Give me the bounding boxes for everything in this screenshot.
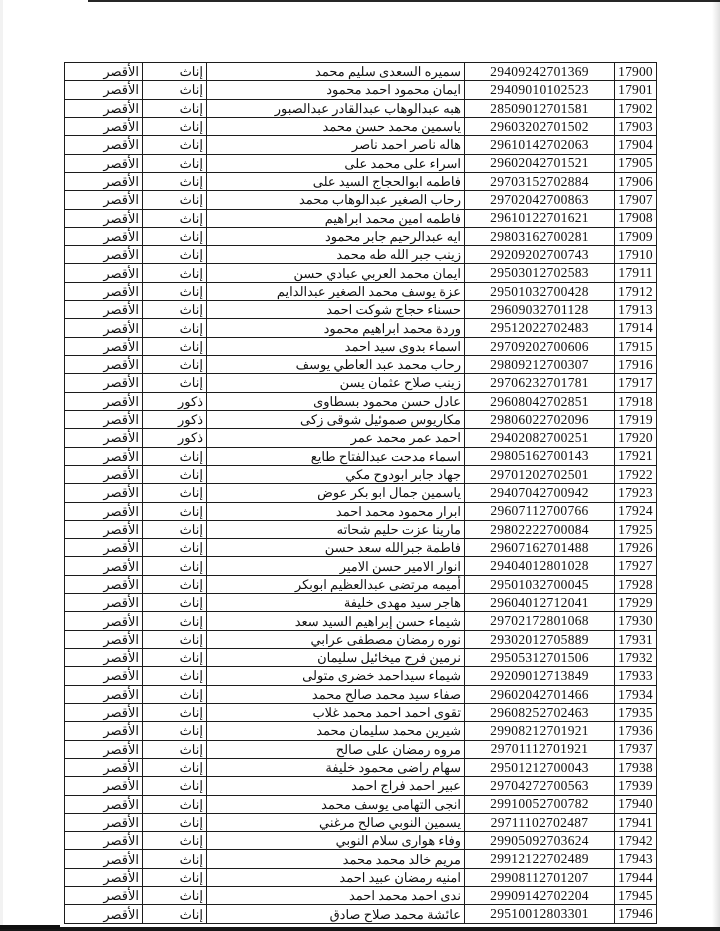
cell-governorate: الأقصر — [65, 667, 143, 685]
cell-serial: 17941 — [615, 813, 657, 831]
cell-national_id: 29711102702487 — [465, 813, 615, 831]
table-row — [65, 887, 657, 905]
cell-national_id: 29803162700281 — [465, 227, 615, 245]
table-row — [65, 612, 657, 630]
cell-gender: إناث — [143, 813, 207, 831]
scan-edge-right — [712, 0, 720, 931]
cell-name: انجى التهامى يوسف محمد — [207, 795, 465, 813]
cell-gender: إناث — [143, 575, 207, 593]
cell-name: جهاد جابر ابودوح مكي — [207, 465, 465, 483]
cell-serial: 17932 — [615, 649, 657, 667]
cell-national_id: 29510012803301 — [465, 905, 615, 924]
cell-governorate: الأقصر — [65, 264, 143, 282]
cell-name: ايمان محمود احمد محمود — [207, 81, 465, 99]
cell-governorate: الأقصر — [65, 429, 143, 447]
cell-gender: ذكور — [143, 429, 207, 447]
table-row — [65, 429, 657, 447]
cell-gender: إناث — [143, 630, 207, 648]
cell-name: رحاب محمد عبد العاطي يوسف — [207, 356, 465, 374]
cell-governorate: الأقصر — [65, 191, 143, 209]
table-row — [65, 557, 657, 575]
cell-serial: 17924 — [615, 502, 657, 520]
cell-national_id: 29607162701488 — [465, 539, 615, 557]
table-row — [65, 154, 657, 172]
cell-gender: إناث — [143, 758, 207, 776]
cell-national_id: 29702172801068 — [465, 612, 615, 630]
table-row — [65, 117, 657, 135]
cell-governorate: الأقصر — [65, 758, 143, 776]
cell-national_id: 29806022702096 — [465, 410, 615, 428]
cell-national_id: 29402082700251 — [465, 429, 615, 447]
cell-national_id: 29912122702489 — [465, 850, 615, 868]
cell-governorate: الأقصر — [65, 484, 143, 502]
cell-governorate: الأقصر — [65, 557, 143, 575]
cell-gender: إناث — [143, 154, 207, 172]
cell-serial: 17939 — [615, 777, 657, 795]
table-row — [65, 319, 657, 337]
cell-name: صفاء سيد محمد صالح محمد — [207, 685, 465, 703]
cell-name: احمد عمر محمد عمر — [207, 429, 465, 447]
cell-gender: إناث — [143, 337, 207, 355]
cell-name: ياسمين جمال ابو بكر عوض — [207, 484, 465, 502]
table-row — [65, 99, 657, 117]
table-row — [65, 685, 657, 703]
cell-gender: إناث — [143, 777, 207, 795]
cell-national_id: 29805162700143 — [465, 447, 615, 465]
cell-gender: إناث — [143, 447, 207, 465]
cell-name: مارينا عزت حليم شحاته — [207, 520, 465, 538]
table-row — [65, 81, 657, 99]
cell-gender: إناث — [143, 117, 207, 135]
cell-governorate: الأقصر — [65, 777, 143, 795]
table-row — [65, 868, 657, 886]
scan-edge-bottom — [0, 927, 720, 931]
cell-gender: إناث — [143, 502, 207, 520]
cell-serial: 17909 — [615, 227, 657, 245]
cell-serial: 17925 — [615, 520, 657, 538]
cell-national_id: 29908112701207 — [465, 868, 615, 886]
cell-name: هاجر سيد مهدى خليفة — [207, 594, 465, 612]
cell-name: هبه عبدالوهاب عبدالقادر عبدالصبور — [207, 99, 465, 117]
cell-serial: 17943 — [615, 850, 657, 868]
table-row — [65, 374, 657, 392]
table-row — [65, 667, 657, 685]
cell-name: ايمان محمد العربي عبادي حسن — [207, 264, 465, 282]
cell-national_id: 29609032701128 — [465, 301, 615, 319]
cell-national_id: 29209012713849 — [465, 667, 615, 685]
cell-name: شيماء سيداحمد خضرى متولى — [207, 667, 465, 685]
cell-serial: 17922 — [615, 465, 657, 483]
table-row — [65, 850, 657, 868]
cell-gender: إناث — [143, 246, 207, 264]
cell-serial: 17917 — [615, 374, 657, 392]
table-row — [65, 832, 657, 850]
cell-national_id: 29209202700743 — [465, 246, 615, 264]
cell-governorate: الأقصر — [65, 594, 143, 612]
cell-governorate: الأقصر — [65, 887, 143, 905]
cell-serial: 17931 — [615, 630, 657, 648]
cell-governorate: الأقصر — [65, 99, 143, 117]
table-row — [65, 813, 657, 831]
cell-national_id: 29302012705889 — [465, 630, 615, 648]
cell-national_id: 28509012701581 — [465, 99, 615, 117]
cell-name: انوار الامير حسن الامير — [207, 557, 465, 575]
cell-name: تقوى احمد احمد محمد غلاب — [207, 703, 465, 721]
cell-name: اسراء على محمد على — [207, 154, 465, 172]
cell-serial: 17905 — [615, 154, 657, 172]
cell-name: مروه رمضان على صالح — [207, 740, 465, 758]
cell-governorate: الأقصر — [65, 502, 143, 520]
cell-governorate: الأقصر — [65, 630, 143, 648]
scan-edge-top — [88, 0, 720, 2]
cell-gender: ذكور — [143, 392, 207, 410]
cell-national_id: 29610142702063 — [465, 136, 615, 154]
cell-name: مريم خالد محمد محمد — [207, 850, 465, 868]
cell-name: عزة يوسف محمد الصغير عبدالدايم — [207, 282, 465, 300]
cell-name: امنيه رمضان عبيد احمد — [207, 868, 465, 886]
cell-name: فاطمة جبرالله سعد حسن — [207, 539, 465, 557]
cell-gender: إناث — [143, 557, 207, 575]
table-row — [65, 520, 657, 538]
table-row — [65, 905, 657, 924]
table-row — [65, 172, 657, 190]
cell-gender: إناث — [143, 374, 207, 392]
table-row — [65, 630, 657, 648]
cell-gender: إناث — [143, 136, 207, 154]
cell-serial: 17919 — [615, 410, 657, 428]
cell-serial: 17920 — [615, 429, 657, 447]
table-row — [65, 722, 657, 740]
table-row — [65, 447, 657, 465]
table-row — [65, 356, 657, 374]
cell-governorate: الأقصر — [65, 575, 143, 593]
cell-national_id: 29910052700782 — [465, 795, 615, 813]
table-row — [65, 337, 657, 355]
cell-name: سهام راضى محمود خليفة — [207, 758, 465, 776]
table-row — [65, 63, 657, 81]
cell-serial: 17915 — [615, 337, 657, 355]
cell-serial: 17921 — [615, 447, 657, 465]
cell-governorate: الأقصر — [65, 282, 143, 300]
table-row — [65, 740, 657, 758]
cell-national_id: 29905092703624 — [465, 832, 615, 850]
cell-governorate: الأقصر — [65, 301, 143, 319]
cell-national_id: 29706232701781 — [465, 374, 615, 392]
cell-national_id: 29909142702204 — [465, 887, 615, 905]
cell-serial: 17944 — [615, 868, 657, 886]
cell-national_id: 29512022702483 — [465, 319, 615, 337]
cell-name: ندى احمد محمد احمد — [207, 887, 465, 905]
cell-national_id: 29702042700863 — [465, 191, 615, 209]
cell-governorate: الأقصر — [65, 227, 143, 245]
cell-serial: 17930 — [615, 612, 657, 630]
cell-governorate: الأقصر — [65, 337, 143, 355]
cell-national_id: 29501212700043 — [465, 758, 615, 776]
cell-name: اسماء مدحت عبدالفتاح طايع — [207, 447, 465, 465]
cell-name: شيماء حسن إبراهيم السيد سعد — [207, 612, 465, 630]
table-row — [65, 795, 657, 813]
table-row — [65, 502, 657, 520]
cell-national_id: 29404012801028 — [465, 557, 615, 575]
cell-serial: 17937 — [615, 740, 657, 758]
cell-name: ابرار محمود محمد احمد — [207, 502, 465, 520]
cell-governorate: الأقصر — [65, 520, 143, 538]
table-row — [65, 484, 657, 502]
table-row — [65, 191, 657, 209]
cell-gender: إناث — [143, 63, 207, 81]
table-row — [65, 264, 657, 282]
cell-gender: إناث — [143, 282, 207, 300]
cell-serial: 17912 — [615, 282, 657, 300]
cell-national_id: 29704272700563 — [465, 777, 615, 795]
table-row — [65, 136, 657, 154]
cell-gender: إناث — [143, 209, 207, 227]
cell-name: نرمين فرح ميخائيل سليمان — [207, 649, 465, 667]
cell-serial: 17926 — [615, 539, 657, 557]
cell-national_id: 29503012702583 — [465, 264, 615, 282]
cell-name: وردة محمد ابراهيم محمود — [207, 319, 465, 337]
cell-national_id: 29701202702501 — [465, 465, 615, 483]
cell-serial: 17911 — [615, 264, 657, 282]
table-row — [65, 392, 657, 410]
table-row — [65, 227, 657, 245]
cell-governorate: الأقصر — [65, 649, 143, 667]
cell-name: فاطمه امين محمد ابراهيم — [207, 209, 465, 227]
cell-serial: 17906 — [615, 172, 657, 190]
cell-governorate: الأقصر — [65, 392, 143, 410]
cell-serial: 17901 — [615, 81, 657, 99]
records-table-body — [65, 63, 657, 924]
cell-serial: 17908 — [615, 209, 657, 227]
cell-national_id: 29610122701621 — [465, 209, 615, 227]
cell-serial: 17935 — [615, 703, 657, 721]
records-table — [64, 62, 657, 924]
cell-national_id: 29407042700942 — [465, 484, 615, 502]
cell-serial: 17929 — [615, 594, 657, 612]
cell-name: اسماء بدوى سيد احمد — [207, 337, 465, 355]
table-row — [65, 301, 657, 319]
cell-name: عائشة محمد صلاح صادق — [207, 905, 465, 924]
cell-governorate: الأقصر — [65, 722, 143, 740]
cell-gender: إناث — [143, 594, 207, 612]
table-row — [65, 649, 657, 667]
cell-name: حسناء حجاج شوكت احمد — [207, 301, 465, 319]
cell-name: رحاب الصغير عبدالوهاب محمد — [207, 191, 465, 209]
cell-gender: إناث — [143, 356, 207, 374]
cell-national_id: 29501032700045 — [465, 575, 615, 593]
cell-serial: 17914 — [615, 319, 657, 337]
table-row — [65, 246, 657, 264]
cell-national_id: 29608042702851 — [465, 392, 615, 410]
cell-gender: إناث — [143, 465, 207, 483]
cell-governorate: الأقصر — [65, 209, 143, 227]
cell-governorate: الأقصر — [65, 81, 143, 99]
cell-governorate: الأقصر — [65, 685, 143, 703]
cell-name: ياسمين محمد حسن محمد — [207, 117, 465, 135]
table-row — [65, 465, 657, 483]
cell-gender: إناث — [143, 905, 207, 924]
cell-serial: 17916 — [615, 356, 657, 374]
cell-serial: 17907 — [615, 191, 657, 209]
cell-serial: 17940 — [615, 795, 657, 813]
cell-national_id: 29409242701369 — [465, 63, 615, 81]
cell-national_id: 29501032700428 — [465, 282, 615, 300]
cell-serial: 17910 — [615, 246, 657, 264]
cell-governorate: الأقصر — [65, 795, 143, 813]
cell-governorate: الأقصر — [65, 172, 143, 190]
cell-serial: 17903 — [615, 117, 657, 135]
cell-serial: 17918 — [615, 392, 657, 410]
table-row — [65, 777, 657, 795]
cell-governorate: الأقصر — [65, 539, 143, 557]
cell-national_id: 29602042701466 — [465, 685, 615, 703]
cell-gender: إناث — [143, 301, 207, 319]
cell-name: مكاريوس صموئيل شوقى زكى — [207, 410, 465, 428]
cell-gender: إناث — [143, 850, 207, 868]
cell-national_id: 29809212700307 — [465, 356, 615, 374]
cell-serial: 17946 — [615, 905, 657, 924]
cell-serial: 17934 — [615, 685, 657, 703]
cell-governorate: الأقصر — [65, 703, 143, 721]
cell-gender: إناث — [143, 264, 207, 282]
cell-serial: 17936 — [615, 722, 657, 740]
cell-gender: إناث — [143, 703, 207, 721]
cell-governorate: الأقصر — [65, 850, 143, 868]
cell-national_id: 29604012712041 — [465, 594, 615, 612]
cell-name: هاله ناصر احمد ناصر — [207, 136, 465, 154]
cell-name: أميمه مرتضى عبدالعظيم ابوبكر — [207, 575, 465, 593]
cell-name: يسمين النوبي صالح مرغني — [207, 813, 465, 831]
table-row — [65, 539, 657, 557]
cell-governorate: الأقصر — [65, 136, 143, 154]
cell-national_id: 29709202700606 — [465, 337, 615, 355]
cell-gender: إناث — [143, 722, 207, 740]
cell-governorate: الأقصر — [65, 154, 143, 172]
cell-governorate: الأقصر — [65, 465, 143, 483]
cell-national_id: 29703152702884 — [465, 172, 615, 190]
cell-gender: إناث — [143, 887, 207, 905]
cell-gender: إناث — [143, 685, 207, 703]
cell-governorate: الأقصر — [65, 740, 143, 758]
cell-name: عادل حسن محمود بسطاوى — [207, 392, 465, 410]
cell-gender: إناث — [143, 319, 207, 337]
cell-gender: إناث — [143, 191, 207, 209]
cell-governorate: الأقصر — [65, 410, 143, 428]
cell-governorate: الأقصر — [65, 832, 143, 850]
cell-serial: 17938 — [615, 758, 657, 776]
cell-serial: 17942 — [615, 832, 657, 850]
cell-national_id: 29908212701921 — [465, 722, 615, 740]
cell-governorate: الأقصر — [65, 612, 143, 630]
cell-national_id: 29505312701506 — [465, 649, 615, 667]
table-row — [65, 594, 657, 612]
cell-gender: إناث — [143, 227, 207, 245]
cell-gender: إناث — [143, 868, 207, 886]
table-row — [65, 703, 657, 721]
cell-name: وفاء هوارى سلام النوبي — [207, 832, 465, 850]
cell-name: ايه عبدالرحيم جابر محمود — [207, 227, 465, 245]
cell-name: نوره رمضان مصطفى عرابي — [207, 630, 465, 648]
cell-serial: 17945 — [615, 887, 657, 905]
cell-national_id: 29802222700084 — [465, 520, 615, 538]
cell-governorate: الأقصر — [65, 868, 143, 886]
cell-gender: إناث — [143, 832, 207, 850]
cell-gender: إناث — [143, 520, 207, 538]
cell-gender: إناث — [143, 740, 207, 758]
cell-gender: إناث — [143, 667, 207, 685]
cell-serial: 17904 — [615, 136, 657, 154]
cell-name: فاطمه ابوالحجاج السيد على — [207, 172, 465, 190]
cell-gender: إناث — [143, 99, 207, 117]
cell-serial: 17913 — [615, 301, 657, 319]
cell-serial: 17923 — [615, 484, 657, 502]
table-row — [65, 209, 657, 227]
cell-name: عبير احمد فراج احمد — [207, 777, 465, 795]
cell-governorate: الأقصر — [65, 905, 143, 924]
cell-governorate: الأقصر — [65, 319, 143, 337]
cell-national_id: 29603202701502 — [465, 117, 615, 135]
cell-governorate: الأقصر — [65, 374, 143, 392]
cell-national_id: 29607112700766 — [465, 502, 615, 520]
cell-governorate: الأقصر — [65, 63, 143, 81]
table-row — [65, 575, 657, 593]
cell-national_id: 29608252702463 — [465, 703, 615, 721]
cell-national_id: 29701112701921 — [465, 740, 615, 758]
cell-serial: 17928 — [615, 575, 657, 593]
cell-name: زينب صلاح عثمان يسن — [207, 374, 465, 392]
cell-name: زينب جبر الله طه محمد — [207, 246, 465, 264]
cell-governorate: الأقصر — [65, 246, 143, 264]
cell-gender: إناث — [143, 612, 207, 630]
cell-gender: إناث — [143, 795, 207, 813]
cell-governorate: الأقصر — [65, 117, 143, 135]
cell-serial: 17933 — [615, 667, 657, 685]
cell-gender: ذكور — [143, 410, 207, 428]
cell-governorate: الأقصر — [65, 813, 143, 831]
cell-gender: إناث — [143, 539, 207, 557]
table-row — [65, 410, 657, 428]
cell-serial: 17900 — [615, 63, 657, 81]
cell-governorate: الأقصر — [65, 447, 143, 465]
table-row — [65, 758, 657, 776]
cell-gender: إناث — [143, 172, 207, 190]
scan-edge-left — [0, 0, 3, 931]
cell-serial: 17927 — [615, 557, 657, 575]
cell-national_id: 29409010102523 — [465, 81, 615, 99]
cell-name: شيرين محمد سليمان محمد — [207, 722, 465, 740]
cell-gender: إناث — [143, 81, 207, 99]
cell-serial: 17902 — [615, 99, 657, 117]
cell-national_id: 29602042701521 — [465, 154, 615, 172]
cell-name: سميره السعدى سليم محمد — [207, 63, 465, 81]
scan-edge-bottom-blob — [0, 925, 60, 929]
cell-gender: إناث — [143, 484, 207, 502]
table-row — [65, 282, 657, 300]
cell-governorate: الأقصر — [65, 356, 143, 374]
cell-gender: إناث — [143, 649, 207, 667]
